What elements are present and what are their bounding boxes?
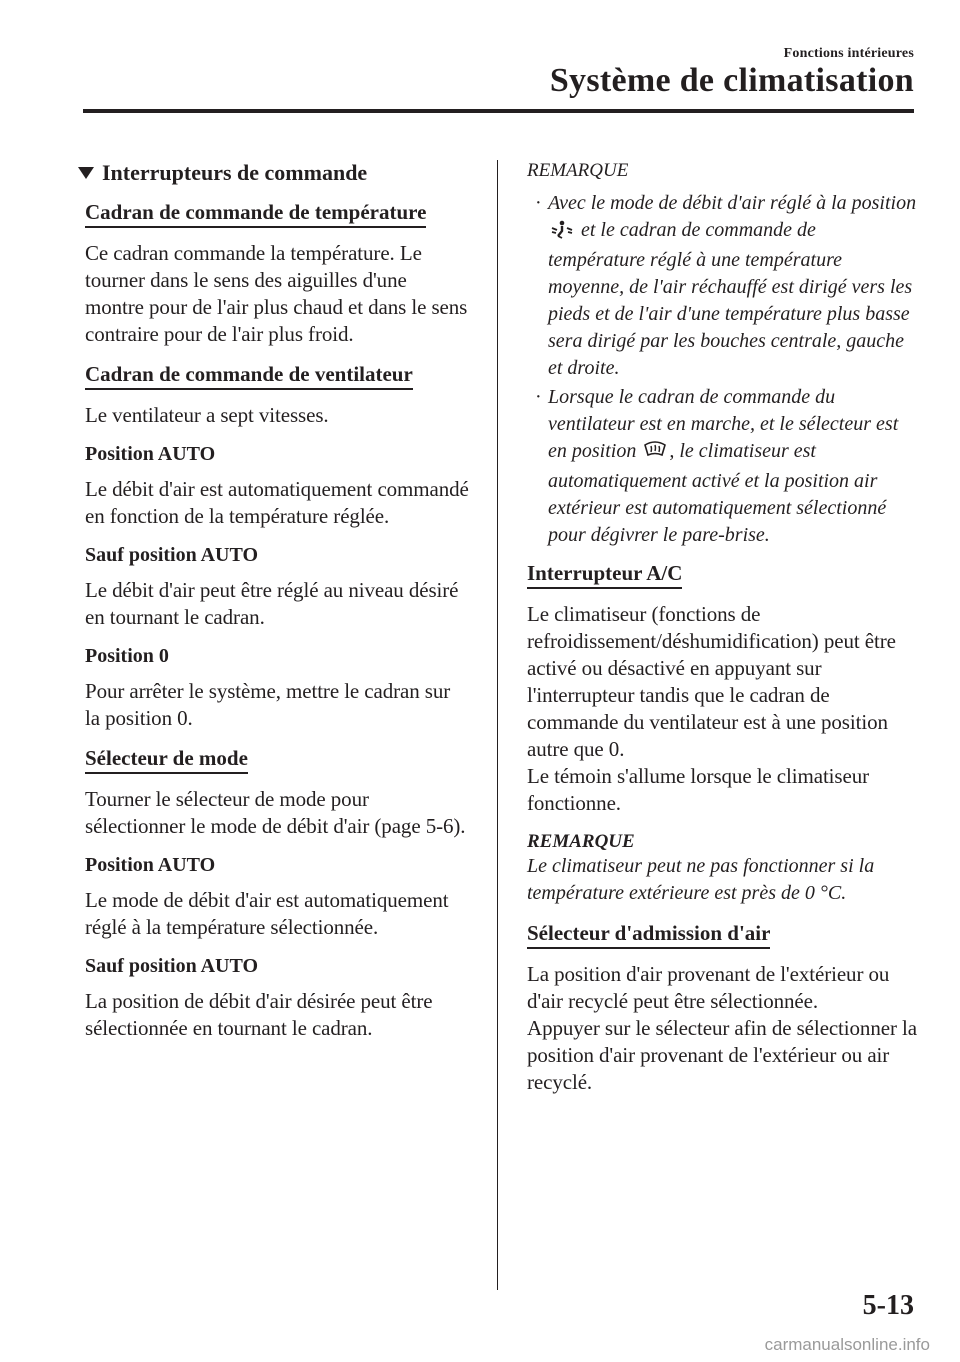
ac-remark-text: Le climatiseur peut ne pas fonctionner si la température extérieure est près de 0 °C.	[527, 855, 875, 904]
ac-switch-text: Le climatiseur (fonctions de refroidissement/déshumidification) peut être activé ou désactivé en appuyant sur l'interrupteur tandis que le cadran de commande du ventilateur est à une position autre que 0.	[527, 602, 896, 761]
feet-airflow-icon	[550, 219, 574, 247]
chapter-label: Fonctions intérieures	[783, 46, 914, 61]
fan-zero-text: Pour arrêter le système, mettre le cadran sur la position 0.	[85, 679, 451, 730]
watermark: carmanualsonline.info	[764, 1335, 930, 1354]
page-number: 5-13	[862, 1290, 914, 1321]
air-intake-instruction: Appuyer sur le sélecteur afin de sélectionner la position d'air provenant de l'extérieur ou air recyclé.	[527, 1016, 917, 1094]
note-item: · Lorsque le cadran de commande du ventilateur est en marche, et le sélecteur est en position , le climatiseur est automatiquement activé et la position air extérieur est automatiquement sélectionné pour dégivrer le pare-brise.	[535, 386, 899, 546]
temp-dial-text: Ce cadran commande la température. Le tourner dans le sens des aiguilles d'une montre pour de l'air plus chaud et dans le sens contraire pour de l'air plus froid.	[85, 241, 468, 346]
fan-manual-label: Sauf position AUTO	[85, 544, 259, 566]
header-rule	[83, 109, 914, 113]
remark-notes	[527, 190, 917, 549]
remark-title: REMARQUE	[527, 160, 629, 181]
mode-auto-label: Position AUTO	[85, 854, 216, 876]
fan-auto-label: Position AUTO	[85, 443, 216, 465]
mode-manual-text: La position de débit d'air désirée peut être sélectionnée en tournant le cadran.	[85, 989, 433, 1040]
fan-dial-heading: Cadran de commande de ventilateur	[85, 362, 413, 390]
left-column	[85, 160, 470, 1056]
fan-manual-text: Le débit d'air peut être réglé au niveau désiré en tournant le cadran.	[85, 578, 459, 629]
triangle-down-icon	[78, 167, 94, 179]
mode-selector-text: Tourner le sélecteur de mode pour sélectionner le mode de débit d'air (page 5-6).	[85, 787, 466, 838]
fan-zero-label: Position 0	[85, 645, 169, 667]
ac-indicator-text: Le témoin s'allume lorsque le climatiseur fonctionne.	[527, 764, 870, 815]
defrost-icon	[643, 440, 667, 468]
fan-auto-text: Le débit d'air est automatiquement commandé en fonction de la température réglée.	[85, 477, 469, 528]
air-intake-text: La position d'air provenant de l'extérieur ou d'air recyclé peut être sélectionnée.	[527, 962, 890, 1013]
right-column	[527, 160, 917, 1110]
column-divider	[497, 160, 498, 1290]
page-title: Système de climatisation	[549, 62, 914, 99]
ac-switch-heading: Interrupteur A/C	[527, 561, 682, 589]
mode-auto-text: Le mode de débit d'air est automatiquement réglé à la température sélectionnée.	[85, 888, 449, 939]
mode-manual-label: Sauf position AUTO	[85, 955, 259, 977]
temp-dial-heading: Cadran de commande de température	[85, 200, 426, 228]
section-heading-text: Interrupteurs de commande	[102, 160, 368, 185]
note-text-b: , le climatiseur est automatiquement activé et la position air extérieur est automatiquement sélectionné pour dégivrer le pare-brise.	[548, 440, 887, 546]
note-text-a: Lorsque le cadran de commande du ventilateur est en marche, et le sélecteur est en position	[548, 386, 899, 462]
note-text-b: et le cadran de commande de température réglé à une température moyenne, de l'air réchauffé est dirigé vers les pieds et de l'air d'une température plus basse sera dirigé par les bouches centrale, gauche et droite.	[548, 219, 913, 379]
ac-remark-title: REMARQUE	[527, 831, 635, 852]
fan-dial-text: Le ventilateur a sept vitesses.	[85, 403, 329, 427]
note-text-a: Avec le mode de débit d'air réglé à la position	[548, 192, 917, 214]
section-heading	[78, 160, 470, 186]
air-intake-heading: Sélecteur d'admission d'air	[527, 921, 770, 949]
note-item: · Avec le mode de débit d'air réglé à la position et le cadran de commande de température réglé à une température moyenne, de l'air réchauffé est dirigé vers les pieds et de l'air d'une température plus basse sera dirigé par les bouches centrale, gauche et droite.	[535, 192, 917, 379]
mode-selector-heading: Sélecteur de mode	[85, 746, 248, 774]
